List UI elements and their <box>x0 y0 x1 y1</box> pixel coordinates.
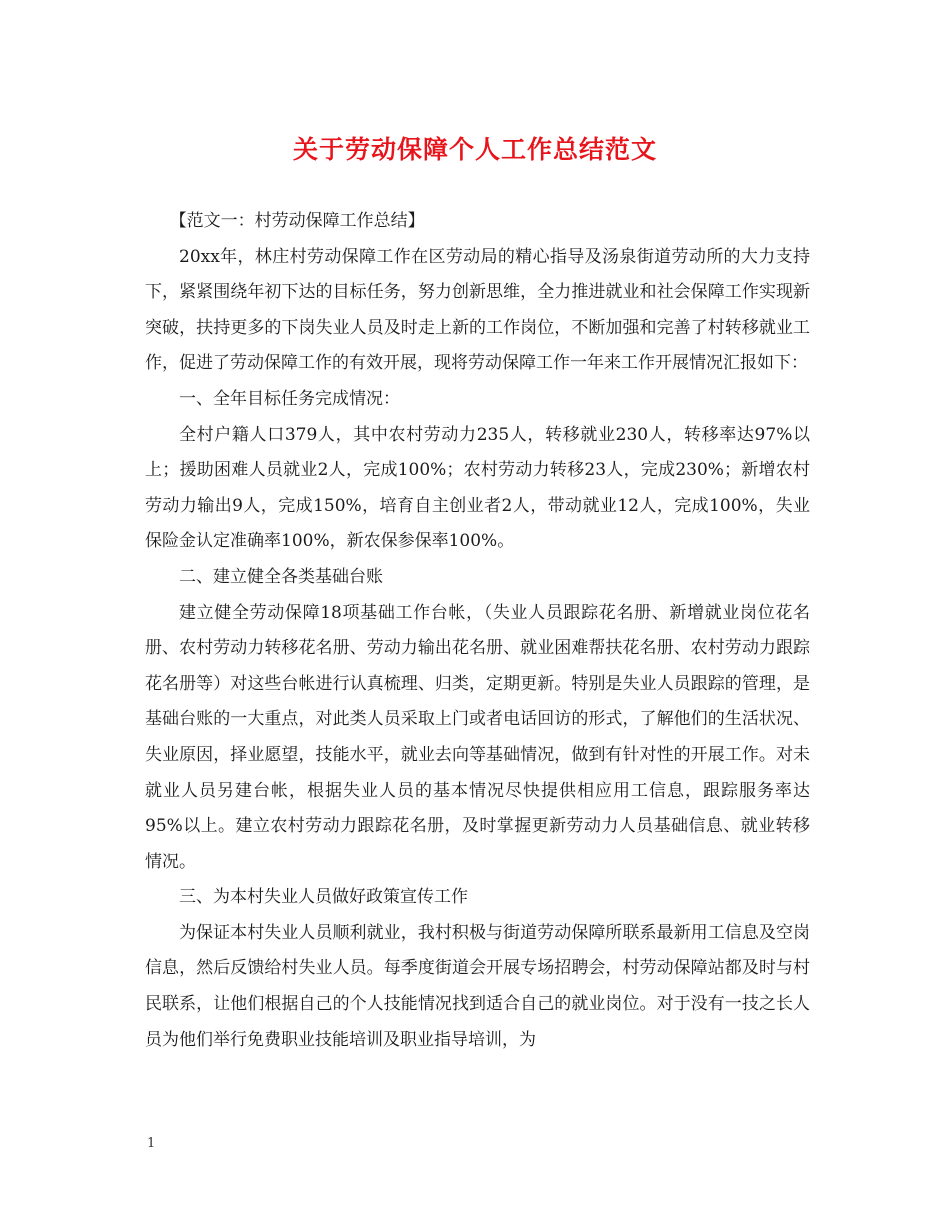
section-heading-annual-targets: 一、全年目标任务完成情况： <box>179 388 400 409</box>
section-heading-ledgers: 二、建立健全各类基础台账 <box>179 566 383 587</box>
page-number: 1 <box>147 1136 156 1151</box>
document-body <box>145 204 810 1058</box>
paragraph-policy-promotion: 为保证本村失业人员顺利就业，我村积极与街道劳动保障所联系最新用工信息及空岗信息，然后反馈给村失业人员。每季度街道会开展专场招聘会，村劳动保障站都及时与村民联系，让他们根据自己的个人技能情况找到适合自己的就业岗位。对于没有一技之长人员为他们举行免费职业技能培训及职业指导培训，为 <box>145 922 810 1050</box>
document-title: 关于劳动保障个人工作总结范文 <box>292 135 657 164</box>
paragraph-ledgers: 建立健全劳动保障18项基础工作台帐，（失业人员跟踪花名册、新增就业岗位花名册、农村劳动力转移花名册、劳动力输出花名册、就业困难帮扶花名册、农村劳动力跟踪花名册等）对这些台帐进行认真梳理、归类，定期更新。特别是失业人员跟踪的管理，是基础台账的一大重点，对此类人员采取上门或者电话回访的形式，了解他们的生活状况、失业原因，择业愿望，技能水平，就业去向等基础情况，做到有针对性的开展工作。对未就业人员另建台帐，根据失业人员的基本情况尽快提供相应用工信息，跟踪服务率达95%以上。建立农村劳动力跟踪花名册，及时掌握更新劳动力人员基础信息、就业转移情况。 <box>145 602 810 872</box>
paragraph-intro: 20xx年，林庄村劳动保障工作在区劳动局的精心指导及汤泉街道劳动所的大力支持下，紧紧围绕年初下达的目标任务，努力创新思维，全力推进就业和社会保障工作实现新突破，扶持更多的下岗失业人员及时走上新的工作岗位，不断加强和完善了村转移就业工作，促进了劳动保障工作的有效开展，现将劳动保障工作一年来工作开展情况汇报如下： <box>145 246 810 374</box>
section-heading-sample-one: 【范文一：村劳动保障工作总结】 <box>169 211 425 231</box>
section-heading-policy-promotion: 三、为本村失业人员做好政策宣传工作 <box>179 887 468 908</box>
paragraph-annual-targets: 全村户籍人口379人，其中农村劳动力235人，转移就业230人，转移率达97%以上；援助困难人员就业2人，完成100%；农村劳动力转移23人，完成230%；新增农村劳动力输出9人，完成150%，培育自主创业者2人，带动就业12人，完成100%，失业保险金认定准确率100%，新农保参保率100%。 <box>145 424 810 552</box>
